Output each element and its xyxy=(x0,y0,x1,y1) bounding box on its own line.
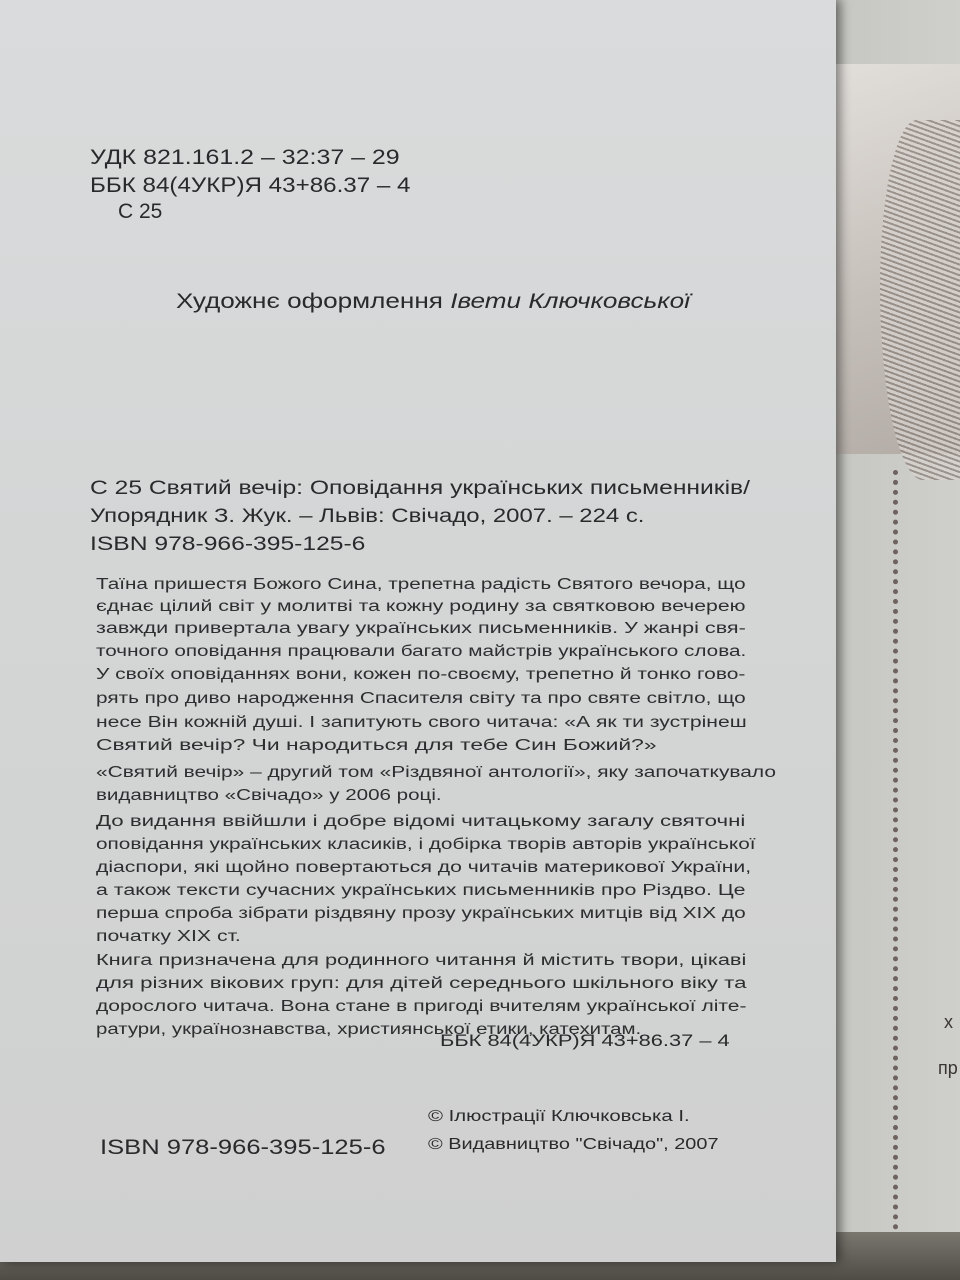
copyright-illustrations: © Ілюстрації Ключковська І. xyxy=(428,1108,690,1125)
annotation-line: видавництво «Свічадо» у 2006 році. xyxy=(96,787,442,804)
catalog-line-publisher: Упорядник З. Жук. – Львів: Свічадо, 2007. – 224 с. xyxy=(90,506,645,527)
annotation-line: Таїна пришестя Божого Сина, трепетна радість Святого вечора, що xyxy=(96,576,746,593)
classification-code: С 25 xyxy=(118,200,163,223)
beaded-border-ornament xyxy=(893,470,898,1240)
design-credit xyxy=(176,290,690,314)
annotation-line: рять про диво народження Спасителя світу та про святе світло, що xyxy=(96,690,746,707)
annotation-line: дорослого читача. Вона стане в пригоді вчителям української літе- xyxy=(96,998,747,1015)
right-page-text-fragment: пр xyxy=(938,1058,958,1078)
annotation-line: початку XIX ст. xyxy=(96,928,241,945)
annotation-line: оповідання українських класиків, і добірка творів авторів української xyxy=(96,836,756,853)
annotation-line: ратури, українознавства, християнської етики, катехитам. xyxy=(96,1021,642,1038)
annotation-line: У своїх оповіданнях вони, кожен по-своєму, трепетно й тонко гово- xyxy=(96,666,746,683)
annotation-line: «Святий вечір» – другий том «Різдвяної антології», яку започаткувало xyxy=(96,764,776,781)
annotation-line: а також тексти сучасних українських письменників про Різдво. Це xyxy=(96,882,746,899)
annotation-line: точного оповідання працювали багато майстрів українського слова. xyxy=(96,643,747,660)
annotation-line: Святий вечір? Чи народиться для тебе Син Божий?» xyxy=(96,737,657,754)
bbk-footer: ББК 84(4УКР)Я 43+86.37 – 4 xyxy=(440,1032,730,1050)
isbn-bottom: ISBN 978-966-395-125-6 xyxy=(100,1136,386,1159)
annotation-line: несе Він кожній душі. І запитують свого читача: «А як ти зустрінеш xyxy=(96,714,747,731)
catalog-line-title: С 25 Святий вечір: Оповідання українських письменників/ xyxy=(90,478,750,499)
copyright-publisher: © Видавництво "Свічадо", 2007 xyxy=(428,1136,719,1153)
bbk-line: ББК 84(4УКР)Я 43+86.37 – 4 xyxy=(90,174,411,197)
right-page-text-fragment: х xyxy=(944,1012,953,1032)
annotation-line: завжди привертала увагу українських письменників. У жанрі свя- xyxy=(96,620,746,637)
annotation-line: діаспори, які щойно повертаються до читачів материкової України, xyxy=(96,859,752,876)
catalog-line-isbn: ISBN 978-966-395-125-6 xyxy=(90,534,366,555)
design-credit-prefix: Художнє оформлення xyxy=(176,290,451,313)
udk-line: УДК 821.161.2 – 32:37 – 29 xyxy=(90,146,400,169)
annotation-line: для різних вікових груп: для дітей середнього шкільного віку та xyxy=(96,975,747,992)
design-credit-name: Івети Ключковської xyxy=(450,290,690,313)
annotation-line: До видання ввійшли і добре відомі читацькому загалу святочні xyxy=(96,813,746,830)
annotation-line: Книга призначена для родинного читання й містить твори, цікаві xyxy=(96,952,747,969)
annotation-line: перша спроба зібрати різдвяну прозу українських митців від XIX до xyxy=(96,905,746,922)
annotation-line: єднає цілий світ у молитві та кожну родину за святковою вечерею xyxy=(96,598,746,615)
